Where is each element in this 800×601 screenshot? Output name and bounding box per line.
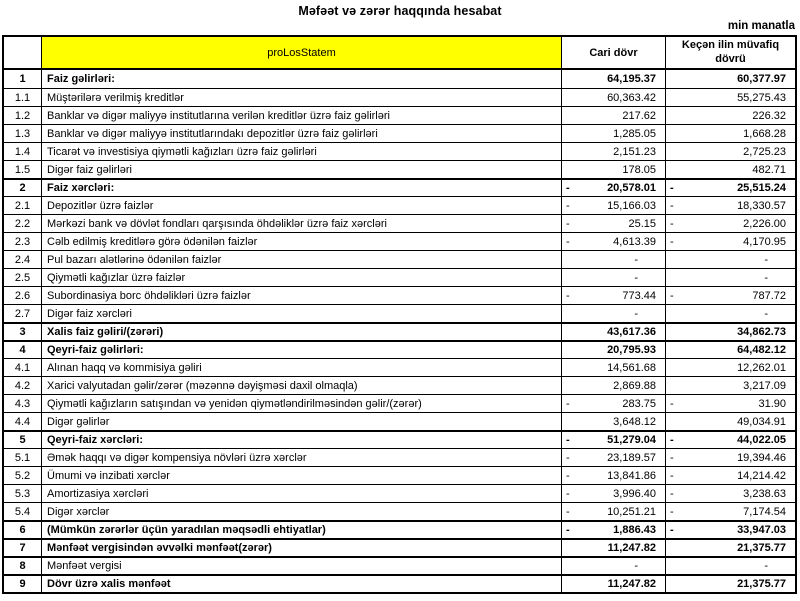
- table-body: [4, 70, 795, 592]
- amount: 3,217.09: [743, 379, 786, 392]
- amount: 1,668.28: [743, 127, 786, 140]
- negative-sign: -: [670, 487, 674, 500]
- current-period-value: [562, 377, 666, 394]
- previous-period-value: [666, 287, 795, 304]
- table-row: [4, 106, 795, 124]
- table-row: [4, 286, 795, 304]
- current-period-value: [562, 503, 666, 520]
- previous-period-value: [666, 449, 795, 466]
- table-row: [4, 232, 795, 250]
- amount: 34,862.73: [737, 326, 786, 338]
- current-period-value: [562, 432, 666, 448]
- row-code: 6: [4, 522, 42, 538]
- table-header-row: [4, 37, 795, 70]
- amount: 23,189.57: [607, 451, 656, 464]
- negative-sign: -: [566, 524, 570, 536]
- amount: 787.72: [752, 289, 786, 302]
- current-period-value: [562, 89, 666, 106]
- previous-period-value: [666, 503, 795, 520]
- current-period-value: [562, 359, 666, 376]
- amount: 217.62: [622, 109, 656, 122]
- negative-sign: -: [566, 505, 570, 518]
- negative-sign: -: [670, 182, 674, 194]
- amount: 33,947.03: [737, 524, 786, 536]
- current-period-value: [562, 576, 666, 592]
- table-row: [4, 484, 795, 502]
- amount: 7,174.54: [743, 505, 786, 518]
- negative-sign: -: [670, 434, 674, 446]
- current-period-value: [562, 522, 666, 538]
- table-row: [4, 376, 795, 394]
- row-code: 4.1: [4, 359, 42, 376]
- current-period-value: [562, 215, 666, 232]
- current-period-value: [562, 287, 666, 304]
- table-row: [4, 502, 795, 520]
- row-code: 1.4: [4, 143, 42, 160]
- current-period-value: [562, 180, 666, 196]
- amount: 283.75: [622, 397, 656, 410]
- amount: 226.32: [752, 109, 786, 122]
- amount: 25,515.24: [737, 182, 786, 194]
- table-row: [4, 142, 795, 160]
- row-label: (Mümkün zərərlər üçün yaradılan məqsədli ehtiyatlar): [42, 522, 562, 538]
- negative-sign: -: [670, 199, 674, 212]
- current-period-value: [562, 143, 666, 160]
- amount: 11,247.82: [607, 578, 656, 590]
- row-label: Qeyri-faiz gəlirləri:: [42, 342, 562, 358]
- table-row: [4, 556, 795, 574]
- amount: 20,578.01: [607, 182, 656, 194]
- amount: 15,166.03: [607, 199, 656, 212]
- table-row: [4, 304, 795, 322]
- amount: 3,648.12: [613, 415, 656, 428]
- table-row: [4, 538, 795, 556]
- amount: 31.90: [758, 397, 786, 410]
- amount: 14,214.42: [737, 469, 786, 482]
- amount: -: [634, 560, 638, 572]
- row-code: 4.4: [4, 413, 42, 430]
- amount: 51,279.04: [607, 434, 656, 446]
- previous-period-value: [666, 251, 795, 268]
- previous-period-value: [666, 143, 795, 160]
- negative-sign: -: [566, 487, 570, 500]
- amount: 55,275.43: [737, 91, 786, 104]
- row-code: 1.1: [4, 89, 42, 106]
- amount: -: [634, 253, 638, 266]
- previous-period-value: [666, 269, 795, 286]
- row-label: Banklar və digər maliyyə institutlarındakı depozitlər üzrə faiz gəlirləri: [42, 125, 562, 142]
- negative-sign: -: [670, 451, 674, 464]
- amount: 482.71: [752, 163, 786, 176]
- previous-period-value: [666, 395, 795, 412]
- previous-period-value: [666, 432, 795, 448]
- amount: 25.15: [628, 217, 656, 230]
- amount: 43,617.36: [607, 326, 656, 338]
- row-label: Subordinasiya borc öhdəlikləri üzrə faizlər: [42, 287, 562, 304]
- table-row: [4, 340, 795, 358]
- amount: 14,561.68: [607, 361, 656, 374]
- row-label: Amortizasiya xərcləri: [42, 485, 562, 502]
- amount: 12,262.01: [737, 361, 786, 374]
- row-label: Pul bazarı alətlərinə ödənilən faizlər: [42, 251, 562, 268]
- amount: 2,869.88: [613, 379, 656, 392]
- row-label: Faiz gəlirləri:: [42, 70, 562, 88]
- amount: 2,151.23: [613, 145, 656, 158]
- row-label: Digər gəlirlər: [42, 413, 562, 430]
- current-period-value: [562, 540, 666, 556]
- amount: 21,375.77: [737, 542, 786, 554]
- row-label: Banklar və digər maliyyə institutlarına verilən kreditlər üzrə faiz gəlirləri: [42, 107, 562, 124]
- negative-sign: -: [670, 397, 674, 410]
- row-code: 5.3: [4, 485, 42, 502]
- negative-sign: -: [566, 469, 570, 482]
- amount: 4,170.95: [743, 235, 786, 248]
- current-period-value: [562, 449, 666, 466]
- row-code: 5.4: [4, 503, 42, 520]
- table-row: [4, 358, 795, 376]
- row-code: 5.2: [4, 467, 42, 484]
- previous-period-value: [666, 197, 795, 214]
- row-label: Xalis faiz gəliri/(zərəri): [42, 324, 562, 340]
- table-row: [4, 520, 795, 538]
- current-period-value: [562, 342, 666, 358]
- negative-sign: -: [670, 469, 674, 482]
- table-row: [4, 574, 795, 592]
- table-row: [4, 412, 795, 430]
- row-code: 2.4: [4, 251, 42, 268]
- amount: 49,034.91: [737, 415, 786, 428]
- table-row: [4, 448, 795, 466]
- current-period-value: [562, 485, 666, 502]
- previous-period-value: [666, 485, 795, 502]
- negative-sign: -: [566, 451, 570, 464]
- previous-period-value: [666, 305, 795, 322]
- row-code: 7: [4, 540, 42, 556]
- row-label: Qeyri-faiz xərcləri:: [42, 432, 562, 448]
- row-label: Depozitlər üzrə faizlər: [42, 197, 562, 214]
- row-code: 1.2: [4, 107, 42, 124]
- row-code: 9: [4, 576, 42, 592]
- negative-sign: -: [670, 289, 674, 302]
- negative-sign: -: [670, 217, 674, 230]
- current-period-value: [562, 558, 666, 574]
- amount: 3,238.63: [743, 487, 786, 500]
- current-period-value: [562, 197, 666, 214]
- current-period-value: [562, 70, 666, 88]
- page-title: Məfəət və zərər haqqında hesabat: [298, 4, 502, 18]
- profit-loss-table: [2, 35, 797, 594]
- negative-sign: -: [566, 182, 570, 194]
- row-label: Mərkəzi bank və dövlət fondları qarşısında öhdəliklər üzrə faiz xərcləri: [42, 215, 562, 232]
- table-row: [4, 430, 795, 448]
- current-period-value: [562, 395, 666, 412]
- header-code-cell: [4, 37, 42, 68]
- table-row: [4, 160, 795, 178]
- unit-note: min manatla: [727, 20, 795, 32]
- row-code: 1.3: [4, 125, 42, 142]
- amount: 4,613.39: [613, 235, 656, 248]
- table-row: [4, 250, 795, 268]
- current-period-value: [562, 233, 666, 250]
- row-label: Əmək haqqı və digər kompensiya növləri üzrə xərclər: [42, 449, 562, 466]
- amount: -: [764, 271, 768, 284]
- table-row: [4, 124, 795, 142]
- table-row: [4, 322, 795, 340]
- amount: 1,886.43: [613, 524, 656, 536]
- previous-period-value: [666, 359, 795, 376]
- negative-sign: -: [670, 505, 674, 518]
- previous-period-value: [666, 413, 795, 430]
- previous-period-value: [666, 89, 795, 106]
- row-label: Qiymətli kağızlar üzrə faizlər: [42, 269, 562, 286]
- table-row: [4, 196, 795, 214]
- previous-period-value: [666, 125, 795, 142]
- amount: 11,247.82: [607, 542, 656, 554]
- row-code: 4.3: [4, 395, 42, 412]
- row-code: 2.2: [4, 215, 42, 232]
- previous-period-value: [666, 558, 795, 574]
- previous-period-value: [666, 522, 795, 538]
- row-code: 3: [4, 324, 42, 340]
- amount: 44,022.05: [737, 434, 786, 446]
- current-period-value: [562, 413, 666, 430]
- amount: 21,375.77: [737, 578, 786, 590]
- table-row: [4, 214, 795, 232]
- row-code: 2.5: [4, 269, 42, 286]
- negative-sign: -: [566, 217, 570, 230]
- negative-sign: -: [566, 235, 570, 248]
- row-label: Mənfəət vergisindən əvvəlki mənfəət(zərər): [42, 540, 562, 556]
- table-row: [4, 88, 795, 106]
- amount: 64,195.37: [607, 73, 656, 85]
- amount: 773.44: [622, 289, 656, 302]
- row-code: 4.2: [4, 377, 42, 394]
- amount: 60,377.97: [737, 73, 786, 85]
- previous-period-value: [666, 324, 795, 340]
- amount: 18,330.57: [737, 199, 786, 212]
- amount: 13,841.86: [607, 469, 656, 482]
- negative-sign: -: [670, 524, 674, 536]
- row-code: 5.1: [4, 449, 42, 466]
- table-row: [4, 268, 795, 286]
- table-row: [4, 466, 795, 484]
- row-code: 8: [4, 558, 42, 574]
- previous-period-value: [666, 540, 795, 556]
- amount: 64,482.12: [737, 344, 786, 356]
- previous-period-value: [666, 233, 795, 250]
- negative-sign: -: [566, 199, 570, 212]
- row-label: Digər faiz gəlirləri: [42, 161, 562, 178]
- previous-period-value: [666, 161, 795, 178]
- negative-sign: -: [670, 235, 674, 248]
- row-code: 2.6: [4, 287, 42, 304]
- row-code: 1.5: [4, 161, 42, 178]
- previous-period-value: [666, 215, 795, 232]
- row-label: Mənfəət vergisi: [42, 558, 562, 574]
- current-period-value: [562, 107, 666, 124]
- previous-period-value: [666, 467, 795, 484]
- previous-period-value: [666, 342, 795, 358]
- row-label: Qiymətli kağızların satışından və yenidən qiymətləndirilməsindən gəlir/(zərər): [42, 395, 562, 412]
- amount: 3,996.40: [613, 487, 656, 500]
- current-period-value: [562, 125, 666, 142]
- header-current-period-cell: Cari dövr: [562, 37, 666, 68]
- row-label: Cəlb edilmiş kreditlərə görə ödənilən faizlər: [42, 233, 562, 250]
- amount: 2,226.00: [743, 217, 786, 230]
- amount: -: [634, 307, 638, 320]
- negative-sign: -: [566, 289, 570, 302]
- header-description-cell: proLosStatem: [42, 37, 562, 68]
- row-code: 2: [4, 180, 42, 196]
- amount: -: [764, 307, 768, 320]
- row-code: 2.3: [4, 233, 42, 250]
- row-label: Digər faiz xərcləri: [42, 305, 562, 322]
- previous-period-value: [666, 576, 795, 592]
- row-label: Faiz xərcləri:: [42, 180, 562, 196]
- amount: -: [764, 560, 768, 572]
- amount: -: [634, 271, 638, 284]
- amount: -: [764, 253, 768, 266]
- row-code: 5: [4, 432, 42, 448]
- amount: 10,251.21: [607, 505, 656, 518]
- previous-period-value: [666, 107, 795, 124]
- amount: 1,285.05: [613, 127, 656, 140]
- row-label: Ümumi və inzibati xərclər: [42, 467, 562, 484]
- row-code: 2.7: [4, 305, 42, 322]
- row-label: Müştərilərə verilmiş kreditlər: [42, 89, 562, 106]
- amount: 178.05: [622, 163, 656, 176]
- current-period-value: [562, 161, 666, 178]
- row-label: Xarici valyutadan gəlir/zərər (məzənnə dəyişməsi daxil olmaqla): [42, 377, 562, 394]
- row-label: Digər xərclər: [42, 503, 562, 520]
- current-period-value: [562, 251, 666, 268]
- row-label: Ticarət və investisiya qiymətli kağızları üzrə faiz gəlirləri: [42, 143, 562, 160]
- table-row: [4, 394, 795, 412]
- current-period-value: [562, 305, 666, 322]
- amount: 60,363.42: [607, 91, 656, 104]
- previous-period-value: [666, 377, 795, 394]
- row-code: 1: [4, 70, 42, 88]
- previous-period-value: [666, 70, 795, 88]
- negative-sign: -: [566, 434, 570, 446]
- negative-sign: -: [566, 397, 570, 410]
- amount: 19,394.46: [737, 451, 786, 464]
- amount: 20,795.93: [607, 344, 656, 356]
- previous-period-value: [666, 180, 795, 196]
- row-code: 2.1: [4, 197, 42, 214]
- current-period-value: [562, 269, 666, 286]
- table-row: [4, 70, 795, 88]
- row-label: Alınan haqq və kommisiya gəliri: [42, 359, 562, 376]
- header-previous-period-cell: Keçən ilin müvafiq dövrü: [681, 38, 780, 65]
- row-label: Dövr üzrə xalis mənfəət: [42, 576, 562, 592]
- table-row: [4, 178, 795, 196]
- row-code: 4: [4, 342, 42, 358]
- current-period-value: [562, 467, 666, 484]
- current-period-value: [562, 324, 666, 340]
- amount: 2,725.23: [743, 145, 786, 158]
